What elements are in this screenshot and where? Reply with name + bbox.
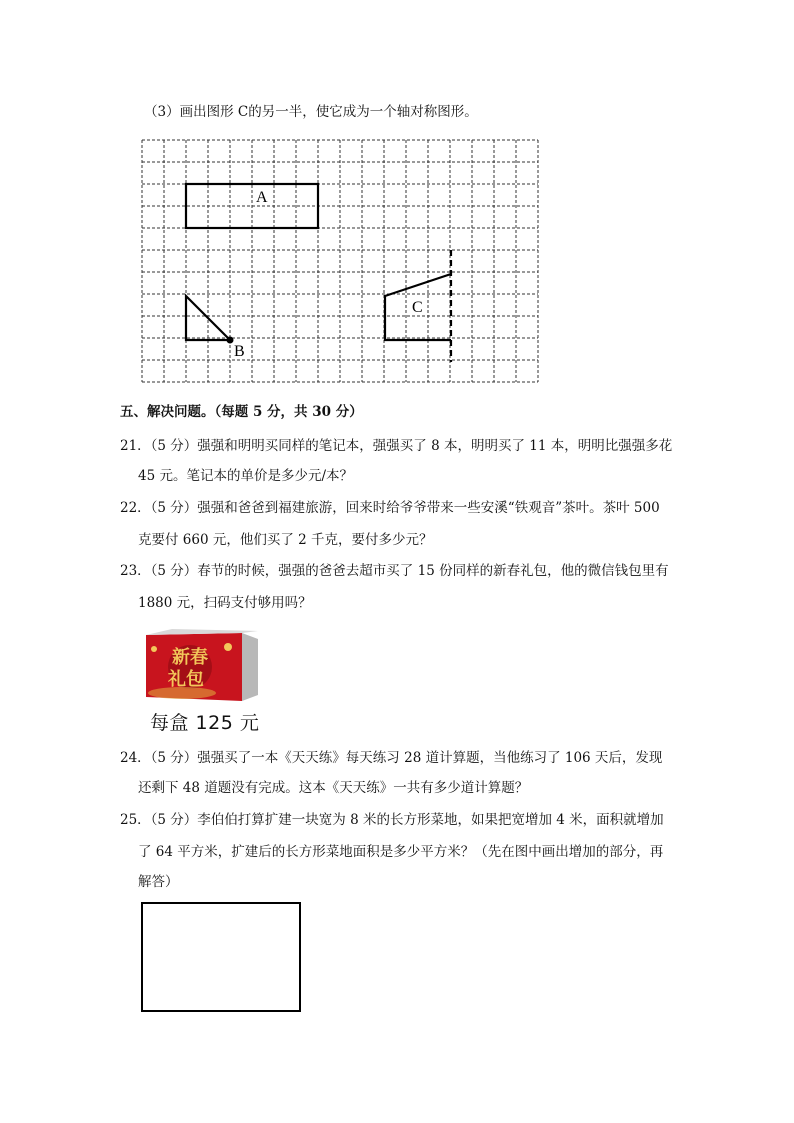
q21-line2: 45 元。笔记本的单价是多少元/本？ — [138, 468, 354, 484]
q23-line1: 23．（5 分）春节的时候，强强的爸爸去超市买了 15 份同样的新春礼包，他的微信钱包里有 — [120, 563, 669, 579]
q24-line2: 还剩下 48 道题没有完成。这本《天天练》一共有多少道计算题？ — [138, 780, 529, 796]
label-c: C — [412, 299, 423, 316]
q24-line1: 24．（5 分）强强买了一本《天天练》每天练习 28 道计算题，当他练习了 106 天后，发现 — [120, 750, 663, 766]
gift-box-image — [142, 627, 262, 703]
part3-instruction: （3）画出图形 C的另一半，使它成为一个轴对称图形。 — [144, 104, 478, 120]
q25-line2: 了 64 平方米，扩建后的长方形菜地面积是多少平方米？（先在图中画出增加的部分，再 — [138, 844, 664, 860]
q21-line1: 21．（5 分）强强和明明买同样的笔记本，强强买了 8 本，明明买了 11 本，明明比强强多花 — [120, 438, 673, 454]
label-a: A — [256, 189, 268, 206]
section5-title: 五、解决问题。（每题 5 分，共 30 分） — [120, 404, 363, 420]
q23-line2: 1880 元，扫码支付够用吗？ — [138, 595, 312, 611]
q22-line2: 克要付 660 元，他们买了 2 千克，要付多少元？ — [138, 532, 433, 548]
gift-text-1: 新春 — [172, 647, 208, 668]
q25-line3: 解答） — [138, 874, 179, 890]
q25-line1: 25．（5 分）李伯伯打算扩建一块宽为 8 米的长方形菜地，如果把宽增加 4 米，面积就增加 — [120, 812, 664, 828]
gift-price-caption: 每盒 125 元 — [150, 712, 260, 734]
drawing-grid[interactable] — [140, 138, 542, 386]
q22-line1: 22．（5 分）强强和爸爸到福建旅游，回来时给爷爷带来一些安溪“铁观音”茶叶。茶叶 500 — [120, 500, 660, 516]
garden-rectangle-drawing-area[interactable] — [141, 902, 301, 1012]
gift-text-2: 礼包 — [168, 669, 204, 690]
point-b — [227, 337, 234, 344]
label-b: B — [234, 343, 245, 360]
grid-lines — [142, 140, 538, 382]
